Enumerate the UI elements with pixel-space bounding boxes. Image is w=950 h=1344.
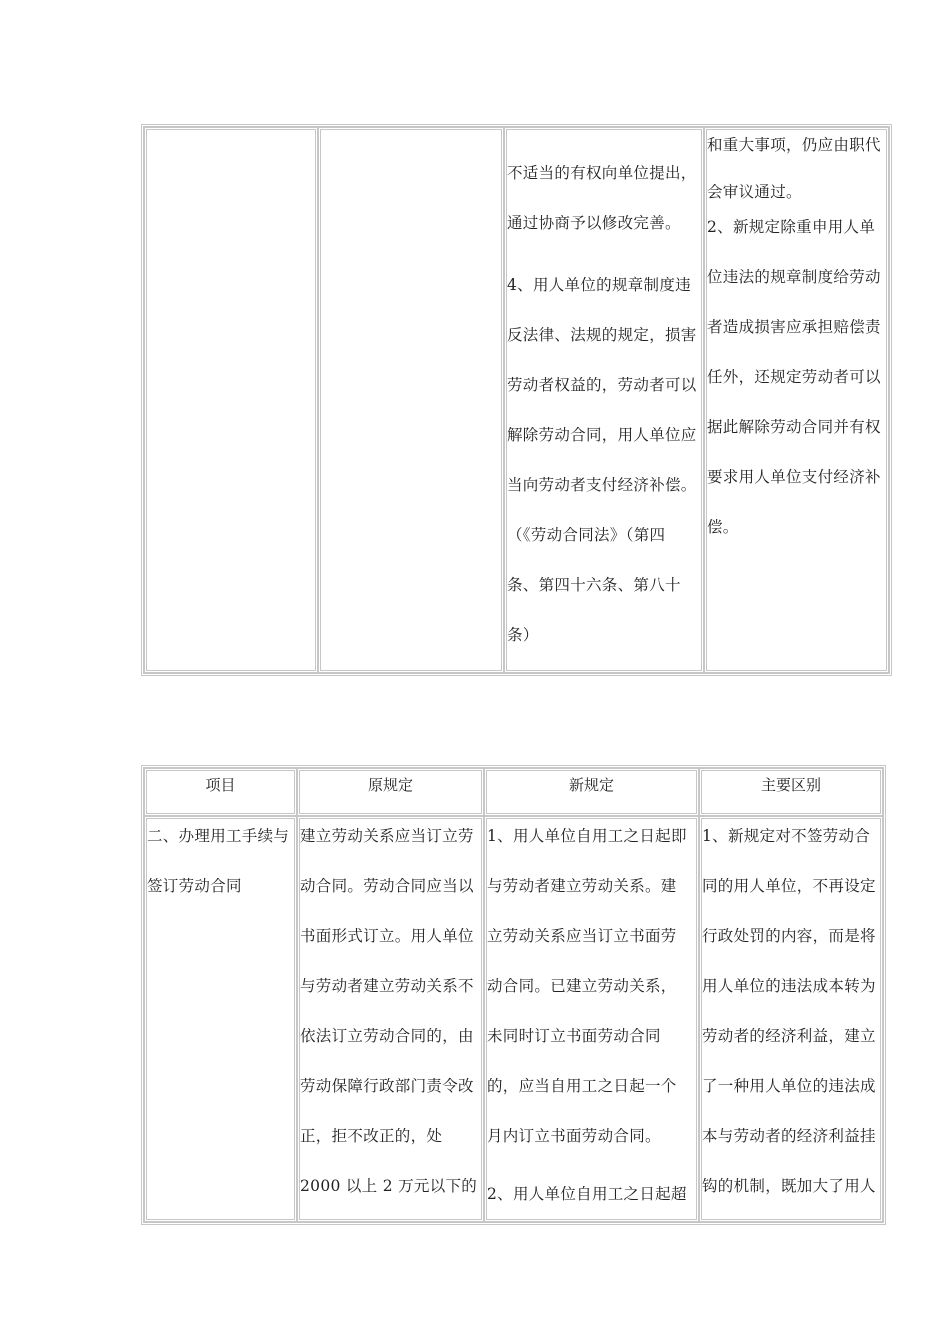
original-rule-cell [318,127,504,673]
new-rule-paragraph: 2、用人单位自用工之日起超 [487,1185,687,1203]
new-rule-cell [504,127,704,673]
citation-paragraph: （《劳动合同法》（第四 条、第四十六条、第八十 条） [507,526,681,644]
difference-cell [704,127,889,673]
regulation-comparison-table [141,765,886,1225]
header-item: 项目 [144,768,297,816]
header-original-rule: 原规定 [297,768,484,816]
new-rule-cell [484,816,699,1222]
new-rule-paragraph: 1、用人单位自用工之日起即 与劳动者建立劳动关系。建 立劳动关系应当订立书面劳 动合同。已建立劳动关系， 未同时订立书面劳动合同 的，应当自用工之日起一个 月内订立书面劳动合同。 [487,827,687,1145]
difference-paragraph: 和重大事项，仍应由职代 会审议通过。 [707,136,881,201]
difference-paragraph: 2、新规定除重申用人单 位违法的规章制度给劳动 者造成损害应承担赔偿责 任外，还规定劳动者可以 据此解除劳动合同并有权 要求用人单位支付经济补 偿。 [707,218,881,536]
item-cell [144,127,318,673]
header-new-rule: 新规定 [484,768,699,816]
table-row [144,127,889,673]
new-rule-paragraph: 4、用人单位的规章制度违 反法律、法规的规定，损害 劳动者权益的，劳动者可以 解除劳动合同，用人单位应 当向劳动者支付经济补偿。 [507,276,697,494]
new-rule-paragraph: 不适当的有权向单位提出， 通过协商予以修改完善。 [507,164,697,232]
header-main-difference: 主要区别 [699,768,883,816]
regulation-table-continued [141,124,892,676]
original-rule-cell: 建立劳动关系应当订立劳 动合同。劳动合同应当以 书面形式订立。用人单位 与劳动者建立劳动关系不 依法订立劳动合同的，由 劳动保障行政部门责令改 正，拒不改正的，处 2000 以上 2 万元以下的 [297,816,484,1222]
item-cell: 二、办理用工手续与 签订劳动合同 [144,816,297,1222]
table-header-row [144,768,883,816]
table-row [144,816,883,1222]
difference-cell: 1、新规定对不签劳动合 同的用人单位，不再设定 行政处罚的内容，而是将 用人单位的违法成本转为 劳动者的经济利益，建立 了一种用人单位的违法成 本与劳动者的经济利益挂 钩的机制，既加大了用人 [699,816,883,1222]
